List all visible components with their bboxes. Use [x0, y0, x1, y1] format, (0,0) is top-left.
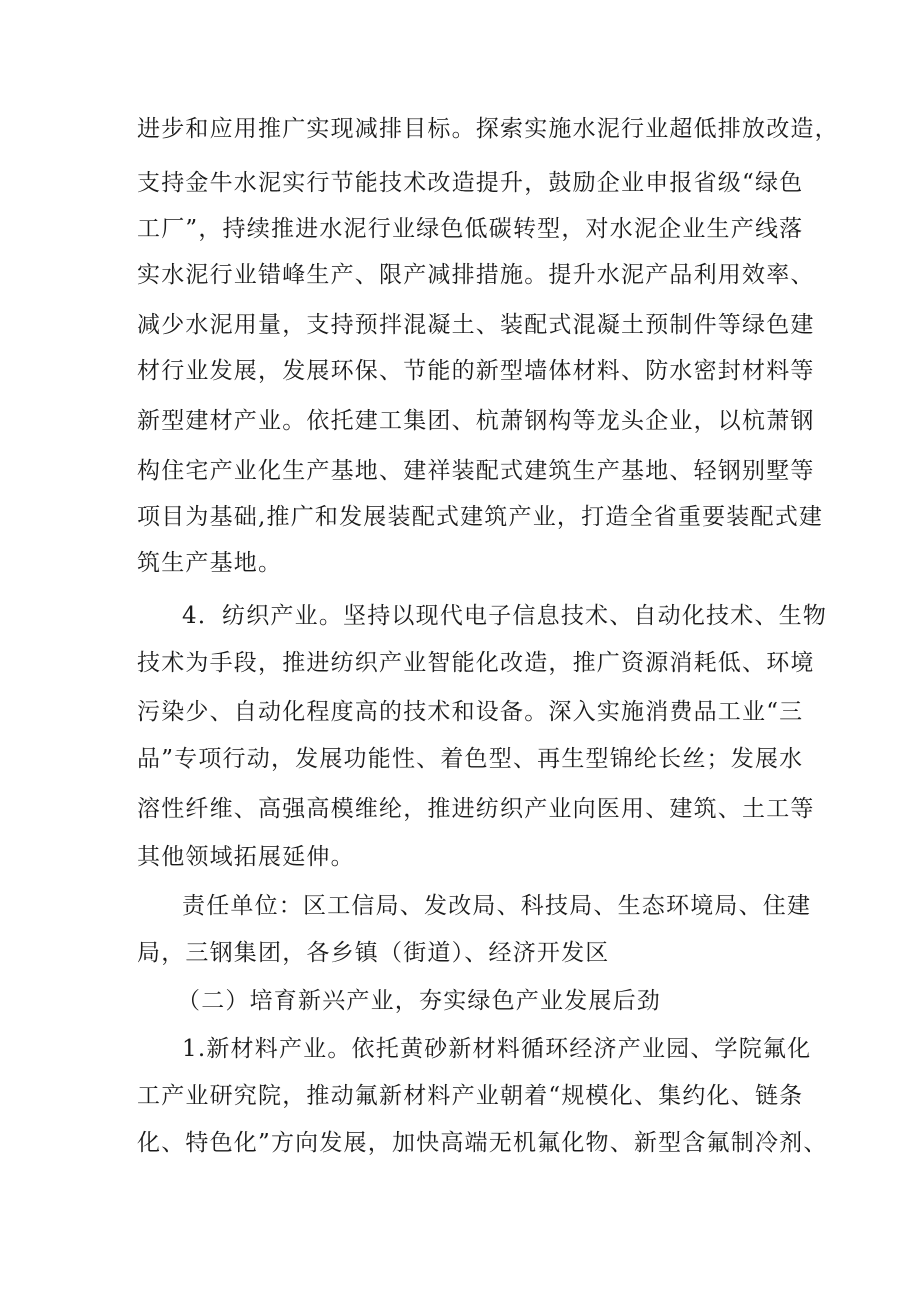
subsection-heading: （二）培育新兴产业，夯实绿色产业发展后劲 — [177, 988, 661, 1014]
text-line: 溶性纤维、高强高模维纶，推进纺织产业向医用、建筑、土工等 — [137, 796, 815, 822]
section-heading: 4．纺织产业。坚持以现代电子信息技术、自动化技术、生物 — [182, 603, 828, 629]
text-line: 化、特色化”方向发展，加快高端无机氟化物、新型含氟制冷剂、 — [137, 1130, 828, 1156]
section-heading: 1.新材料产业。依托黄砂新材料循环经济产业园、学院氟化 — [182, 1036, 812, 1062]
text-line: 工产业研究院，推动氟新材料产业朝着“规模化、集约化、链条 — [137, 1083, 804, 1109]
text-line: 污染少、自动化程度高的技术和设备。深入实施消费品工业“三 — [137, 699, 804, 725]
responsibility-line: 责任单位：区工信局、发改局、科技局、生态环境局、住建 — [182, 893, 812, 919]
text-line: 筑生产基地。 — [137, 550, 283, 576]
text-line: 实水泥行业错峰生产、限产减排措施。提升水泥产品利用效率、 — [137, 262, 815, 288]
text-line: 减少水泥用量，支持预拌混凝土、装配式混凝土预制件等绿色建 — [137, 312, 815, 338]
text-line: 支持金牛水泥实行节能技术改造提升，鼓励企业申报省级“绿色 — [137, 170, 804, 196]
text-line: 品”专项行动，发展功能性、着色型、再生型锦纶长丝；发展水 — [137, 746, 804, 772]
text-line: 其他领域拓展延伸。 — [137, 844, 355, 870]
text-line: 构住宅产业化生产基地、建祥装配式建筑生产基地、轻钢别墅等 — [137, 458, 815, 484]
text-line: 工厂”，持续推进水泥行业绿色低碳转型，对水泥企业生产线落 — [137, 216, 804, 242]
text-line: 进步和应用推广实现减排目标。探索实施水泥行业超低排放改造， — [137, 116, 839, 142]
text-line: 新型建材产业。依托建工集团、杭萧钢构等龙头企业，以杭萧钢 — [137, 408, 815, 434]
text-line: 材行业发展，发展环保、节能的新型墙体材料、防水密封材料等 — [137, 358, 815, 384]
text-line: 技术为手段，推进纺织产业智能化改造，推广资源消耗低、环境 — [137, 650, 815, 676]
responsibility-line: 局，三钢集团，各乡镇（街道）、经济开发区 — [137, 940, 610, 966]
text-line: 项目为基础,推广和发展装配式建筑产业，打造全省重要装配式建 — [137, 504, 824, 530]
